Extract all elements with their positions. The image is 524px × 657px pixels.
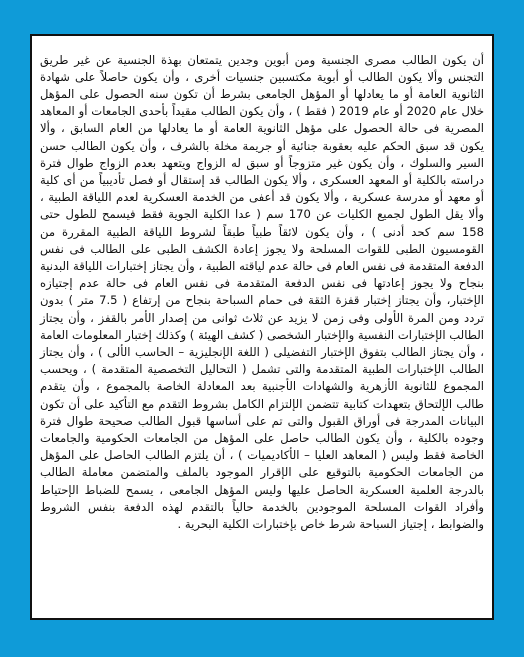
admission-requirements-paragraph: أن يكون الطالب مصرى الجنسية ومن أبوين وجدين يتمتعان بهذة الجنسية عن غير طريق التجنس وألا يكون الطالب أو أبوية مكتسبين جنسيات أخرى ، وأن يكون حاصلاً على شهادة الثانوية العامة أو ما يعادلها أو المؤهل الجامعى بشرط أن تكون سنه الحصول على المؤهل خلال عام 2020 أو عام 2019 ( فقط ) ، وأن يكون الطالب مقيداً بأحدى الجامعات أو المعاهد المصرية فى حالة الحصول على مؤهل الثانوية العامة أو ما يعادلها من العام السابق ، وألا يكون قد سبق الحكم عليه بعقوبة جنائية أو جريمة مخلة بالشرف ، وأن يكون الطالب حسن السير والسلوك ، وأن يكون غير متزوجاً أو سبق له الزواج ويتعهد بعدم الزواج طوال فترة دراسته بالكلية أو المعهد العسكرى ، وألا يكون الطالب قد إستقال أو فصل تأديبياً من أى كلية أو معهد أو مدرسة عسكرية ، وألا يكون قد أعفى من الخدمة العسكرية لعدم اللياقة الطبية ، وألا يقل الطول لجميع الكليات عن 170 سم ( عدا الكلية الجوية فقط فيسمح للطول حتى 158 سم كحد أدنى ) ، وأن يكون لائقاً طبياً طبقاً لشروط اللياقة الطبية المقررة من القومسيون الطبى للقوات المسلحة ولا يجوز إعادة الكشف الطبى على الطالب فى نفس الدفعة المتقدمة فى نفس العام فى حالة عدم لياقته الطبية ، وأن يجتاز إختبارات اللياقة البدنية بنجاح ولا يجوز إعادتها فى نفس الدفعة المتقدمة فى نفس العام فى حالة عدم إجتيازه الإختبار، وأن يجتاز إختبار قفزة الثقة فى حمام السباحة بنجاح من إرتفاع ( 7.5 متر ) بدون تردد ومن المرة الأولى وفى زمن لا يزيد عن ثلاث ثوانى من إصدار الأمر بالقفز ، وأن يجتاز الطالب الإختبارات النفسية والإختبار الشخصى ( كشف الهيئة ) وكذلك إختبار المعلومات العامة ، وأن يجتاز الطالب بتفوق الإختبار التفضيلى ( اللغة الإنجليزية – الحاسب الألى ) ، وأن يجتاز الطالب الإختبارات الطبية المتقدمة والتى تشمل ( التحاليل التخصصية المتقدمة ) ، ويحسب المجموع للثانوية الأزهرية والشهادات الأجنبية بعد المعادلة الخاصة بالمجموع ، وأن يتقدم طالب الإلتحاق بتعهدات كتابية تتضمن الإلتزام الكامل بشروط التقدم مع التأكيد على أن تكون البيانات المدرجة فى أوراق القبول والتى تم على أساسها قبول الطالب صحيحة طوال فترة وجوده بالكلية ، وأن يكون الطالب حاصل على المؤهل من الجامعات الحكومية والجامعات الخاصة فقط وليس ( المعاهد العليا – الأكاديميات ) ، أن يلتزم الطالب الحاصل على المؤهل من الجامعات الحكومية بالتوقيع على الإقرار الموجود بالملف والمتضمن معاملة الطالب بالدرجة العلمية العسكرية الحاصل عليها وليس المؤهل الجامعى ، يسمح للضباط الإحتياط وأفراد القوات المسلحة الموجودين بالخدمة حالياً بالتقدم لهذه الدفعة بنفس الشروط والضوابط ، إجتياز السباحة شرط خاص بإختبارات الكلية البحرية . xyxy=(40,52,484,532)
document-page xyxy=(30,34,494,620)
